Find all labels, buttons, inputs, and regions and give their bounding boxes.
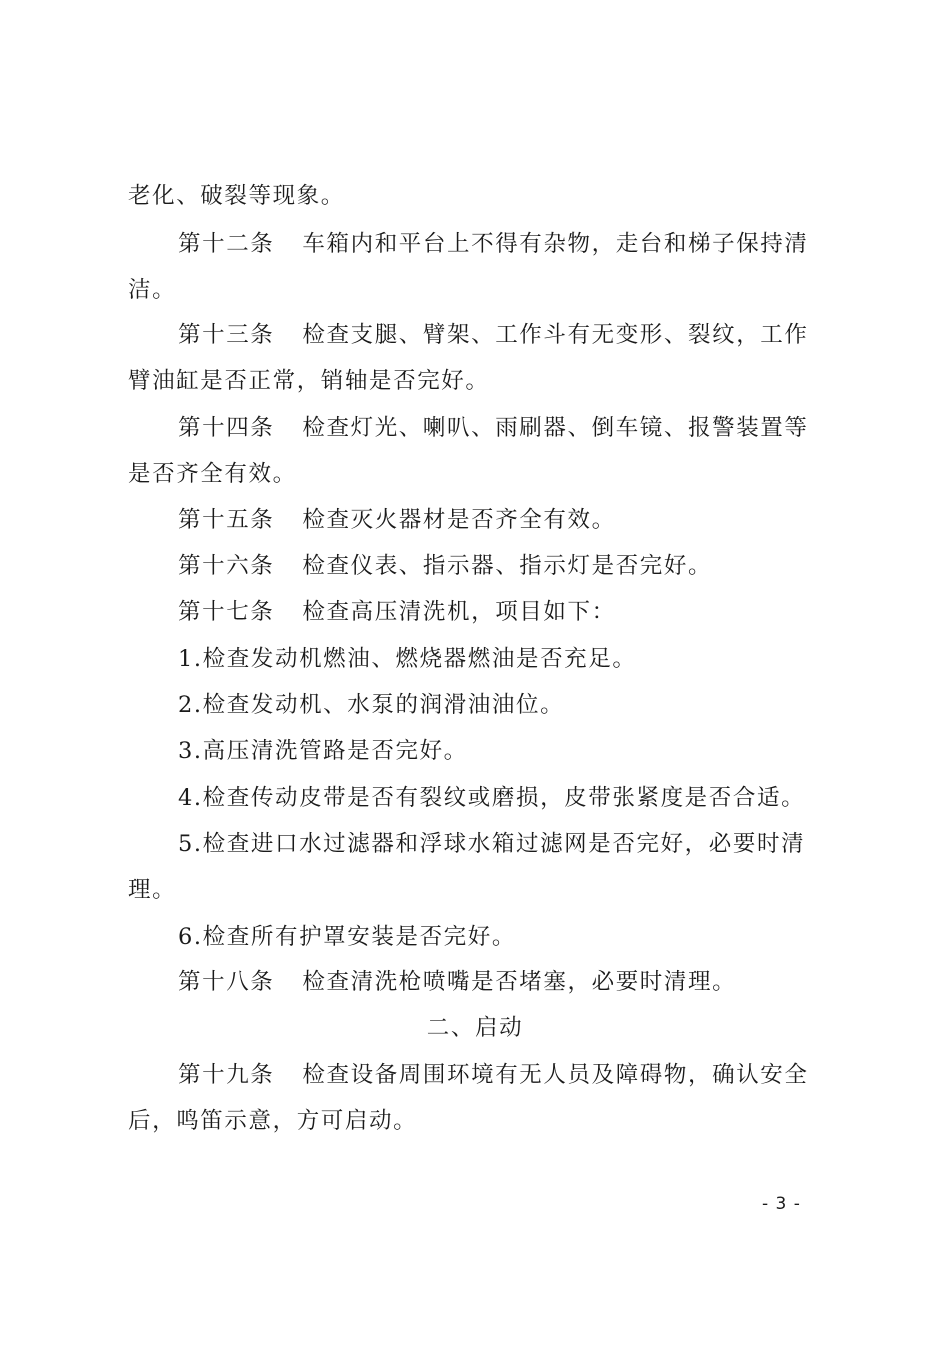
section-heading: 二、启动 xyxy=(426,1015,524,1041)
article-18 xyxy=(178,967,736,997)
article-number: 第十八条 xyxy=(178,969,275,995)
article-text: 检查灭火器材是否齐全有效。 xyxy=(302,507,616,533)
article-16 xyxy=(178,551,712,581)
article-number: 第十二条 xyxy=(178,231,275,257)
text-line: 老化、破裂等现象。 xyxy=(128,183,345,209)
article-text: 检查支腿、臂架、工作斗有无变形、裂纹，工作 xyxy=(302,322,809,348)
list-item: 4.检查传动皮带是否有裂纹或磨损，皮带张紧度是否合适。 xyxy=(178,785,806,811)
list-item: 6.检查所有护罩安装是否完好。 xyxy=(178,924,516,950)
article-number: 第十三条 xyxy=(178,322,275,348)
article-14 xyxy=(178,413,809,443)
article-number: 第十六条 xyxy=(178,553,275,579)
list-item: 3.高压清洗管路是否完好。 xyxy=(178,738,468,764)
list-item: 1.检查发动机燃油、燃烧器燃油是否充足。 xyxy=(178,646,637,672)
article-number: 第十九条 xyxy=(178,1062,275,1088)
article-text: 检查灯光、喇叭、雨刷器、倒车镜、报警装置等 xyxy=(302,415,809,441)
article-text: 车箱内和平台上不得有杂物，走台和梯子保持清 xyxy=(302,231,809,257)
list-item: 5.检查进口水过滤器和浮球水箱过滤网是否完好，必要时清 xyxy=(178,831,806,857)
article-number: 第十四条 xyxy=(178,415,275,441)
text-line: 理。 xyxy=(128,877,177,903)
article-13 xyxy=(178,320,809,350)
text-line: 是否齐全有效。 xyxy=(128,461,297,487)
text-line: 臂油缸是否正常，销轴是否完好。 xyxy=(128,368,490,394)
article-number: 第十七条 xyxy=(178,599,275,625)
article-15 xyxy=(178,505,616,535)
article-12 xyxy=(178,229,809,259)
text-line: 后，鸣笛示意，方可启动。 xyxy=(128,1108,418,1134)
article-text: 检查清洗枪喷嘴是否堵塞，必要时清理。 xyxy=(302,969,737,995)
article-17 xyxy=(178,597,616,627)
article-text: 检查高压清洗机，项目如下： xyxy=(302,599,616,625)
article-number: 第十五条 xyxy=(178,507,275,533)
text-line: 洁。 xyxy=(128,277,177,303)
article-text: 检查仪表、指示器、指示灯是否完好。 xyxy=(302,553,713,579)
article-text: 检查设备周围环境有无人员及障碍物，确认安全 xyxy=(302,1062,809,1088)
article-19 xyxy=(178,1060,809,1090)
page-number: - 3 - xyxy=(762,1194,801,1214)
list-item: 2.检查发动机、水泵的润滑油油位。 xyxy=(178,692,565,718)
